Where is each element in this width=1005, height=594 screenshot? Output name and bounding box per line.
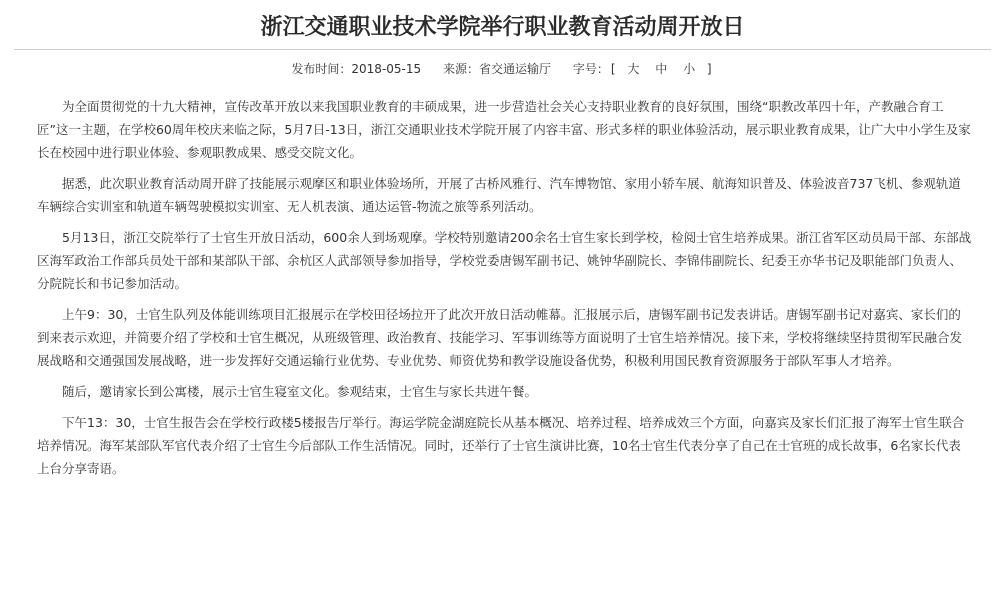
article-title: 浙江交通职业技术学院举行职业教育活动周开放日 [260, 14, 745, 40]
source-value: 省交通运输厅 [479, 62, 552, 76]
paragraph: 下午13：30，士官生报告会在学校行政楼5楼报告厅举行。海运学院金湖庭院长从基本概况、培养过程、培养成效三个方面，向嘉宾及家长们汇报了海军士官生联合培养情况。海军某部队军官代表介绍了士官生今后部队工作生活情况。同时，还举行了士官生演讲比赛，10名士官生代表分享了自己在士官班的成长故事，6名家长代表上台分享寄语。 [37, 415, 965, 476]
paragraph: 为全面贯彻党的十九大精神，宣传改革开放以来我国职业教育的丰硕成果，进一步营造社会关心支持职业教育的良好氛围，围绕“职教改革四十年，产教融合育工匠”这一主题，在学校60周年校庆来临之际，5月7日-13日，浙江交通职业技术学院开展了内容丰富、形式多样的职业体验活动，展示职业教育成果，让广大中小学生及家长在校园中进行职业体验、参观职教成果、感受交院文化。 [37, 99, 971, 160]
font-size-large-link[interactable]: 大 [627, 62, 640, 76]
publish-date-label: 发布时间： [291, 62, 352, 76]
source-label: 来源： [442, 62, 479, 76]
font-size-label: 字号： [572, 62, 609, 76]
paragraph: 随后，邀请家长到公寓楼，展示士官生寝室文化。参观结束，士官生与家长共进午餐。 [62, 384, 538, 399]
title-divider [14, 49, 991, 50]
publish-date: 2018-05-15 [351, 62, 422, 76]
paragraph: 5月13日，浙江交院举行了士官生开放日活动，600余人到场观摩。学校特别邀请200余名士官生家长到学校，检阅士官生培养成果。浙江省军区动员局干部、东部战区海军政治工作部兵员处干部和某部队干部、余杭区人武部领导参加指导，学校党委唐锡军副书记、姚钟华副院长、李锦伟副院长、纪委王亦华书记及职能部门负责人、分院院长和书记参加活动。 [37, 230, 972, 291]
bracket-close: ] [706, 62, 712, 76]
article-meta [0, 56, 1005, 82]
paragraph: 据悉，此次职业教育活动周开辟了技能展示观摩区和职业体验场所，开展了古桥风雅行、汽车博物馆、家用小轿车展、航海知识普及、体验波音737飞机、参观轨道车辆综合实训室和轨道车辆驾驶模拟实训室、无人机表演、通达运管-物流之旅等系列活动。 [37, 176, 961, 214]
bracket-open: [ [610, 62, 616, 76]
font-size-small-link[interactable]: 小 [683, 62, 696, 76]
paragraph: 上午9：30，士官生队列及体能训练项目汇报展示在学校田径场拉开了此次开放日活动帷幕。汇报展示后，唐锡军副书记发表讲话。唐锡军副书记对嘉宾、家长们的到来表示欢迎，并简要介绍了学校和士官生概况，从班级管理、政治教育、技能学习、军事训练等方面说明了士官生培养情况。接下来，学校将继续坚持贯彻军民融合发展战略和交通强国发展战略，进一步发挥好交通运输行业优势、专业优势、师资优势和教学设施设备优势，积极利用国民教育资源服务于部队军事人才培养。 [37, 307, 963, 368]
font-size-medium-link[interactable]: 中 [655, 62, 668, 76]
article-body [37, 95, 973, 488]
